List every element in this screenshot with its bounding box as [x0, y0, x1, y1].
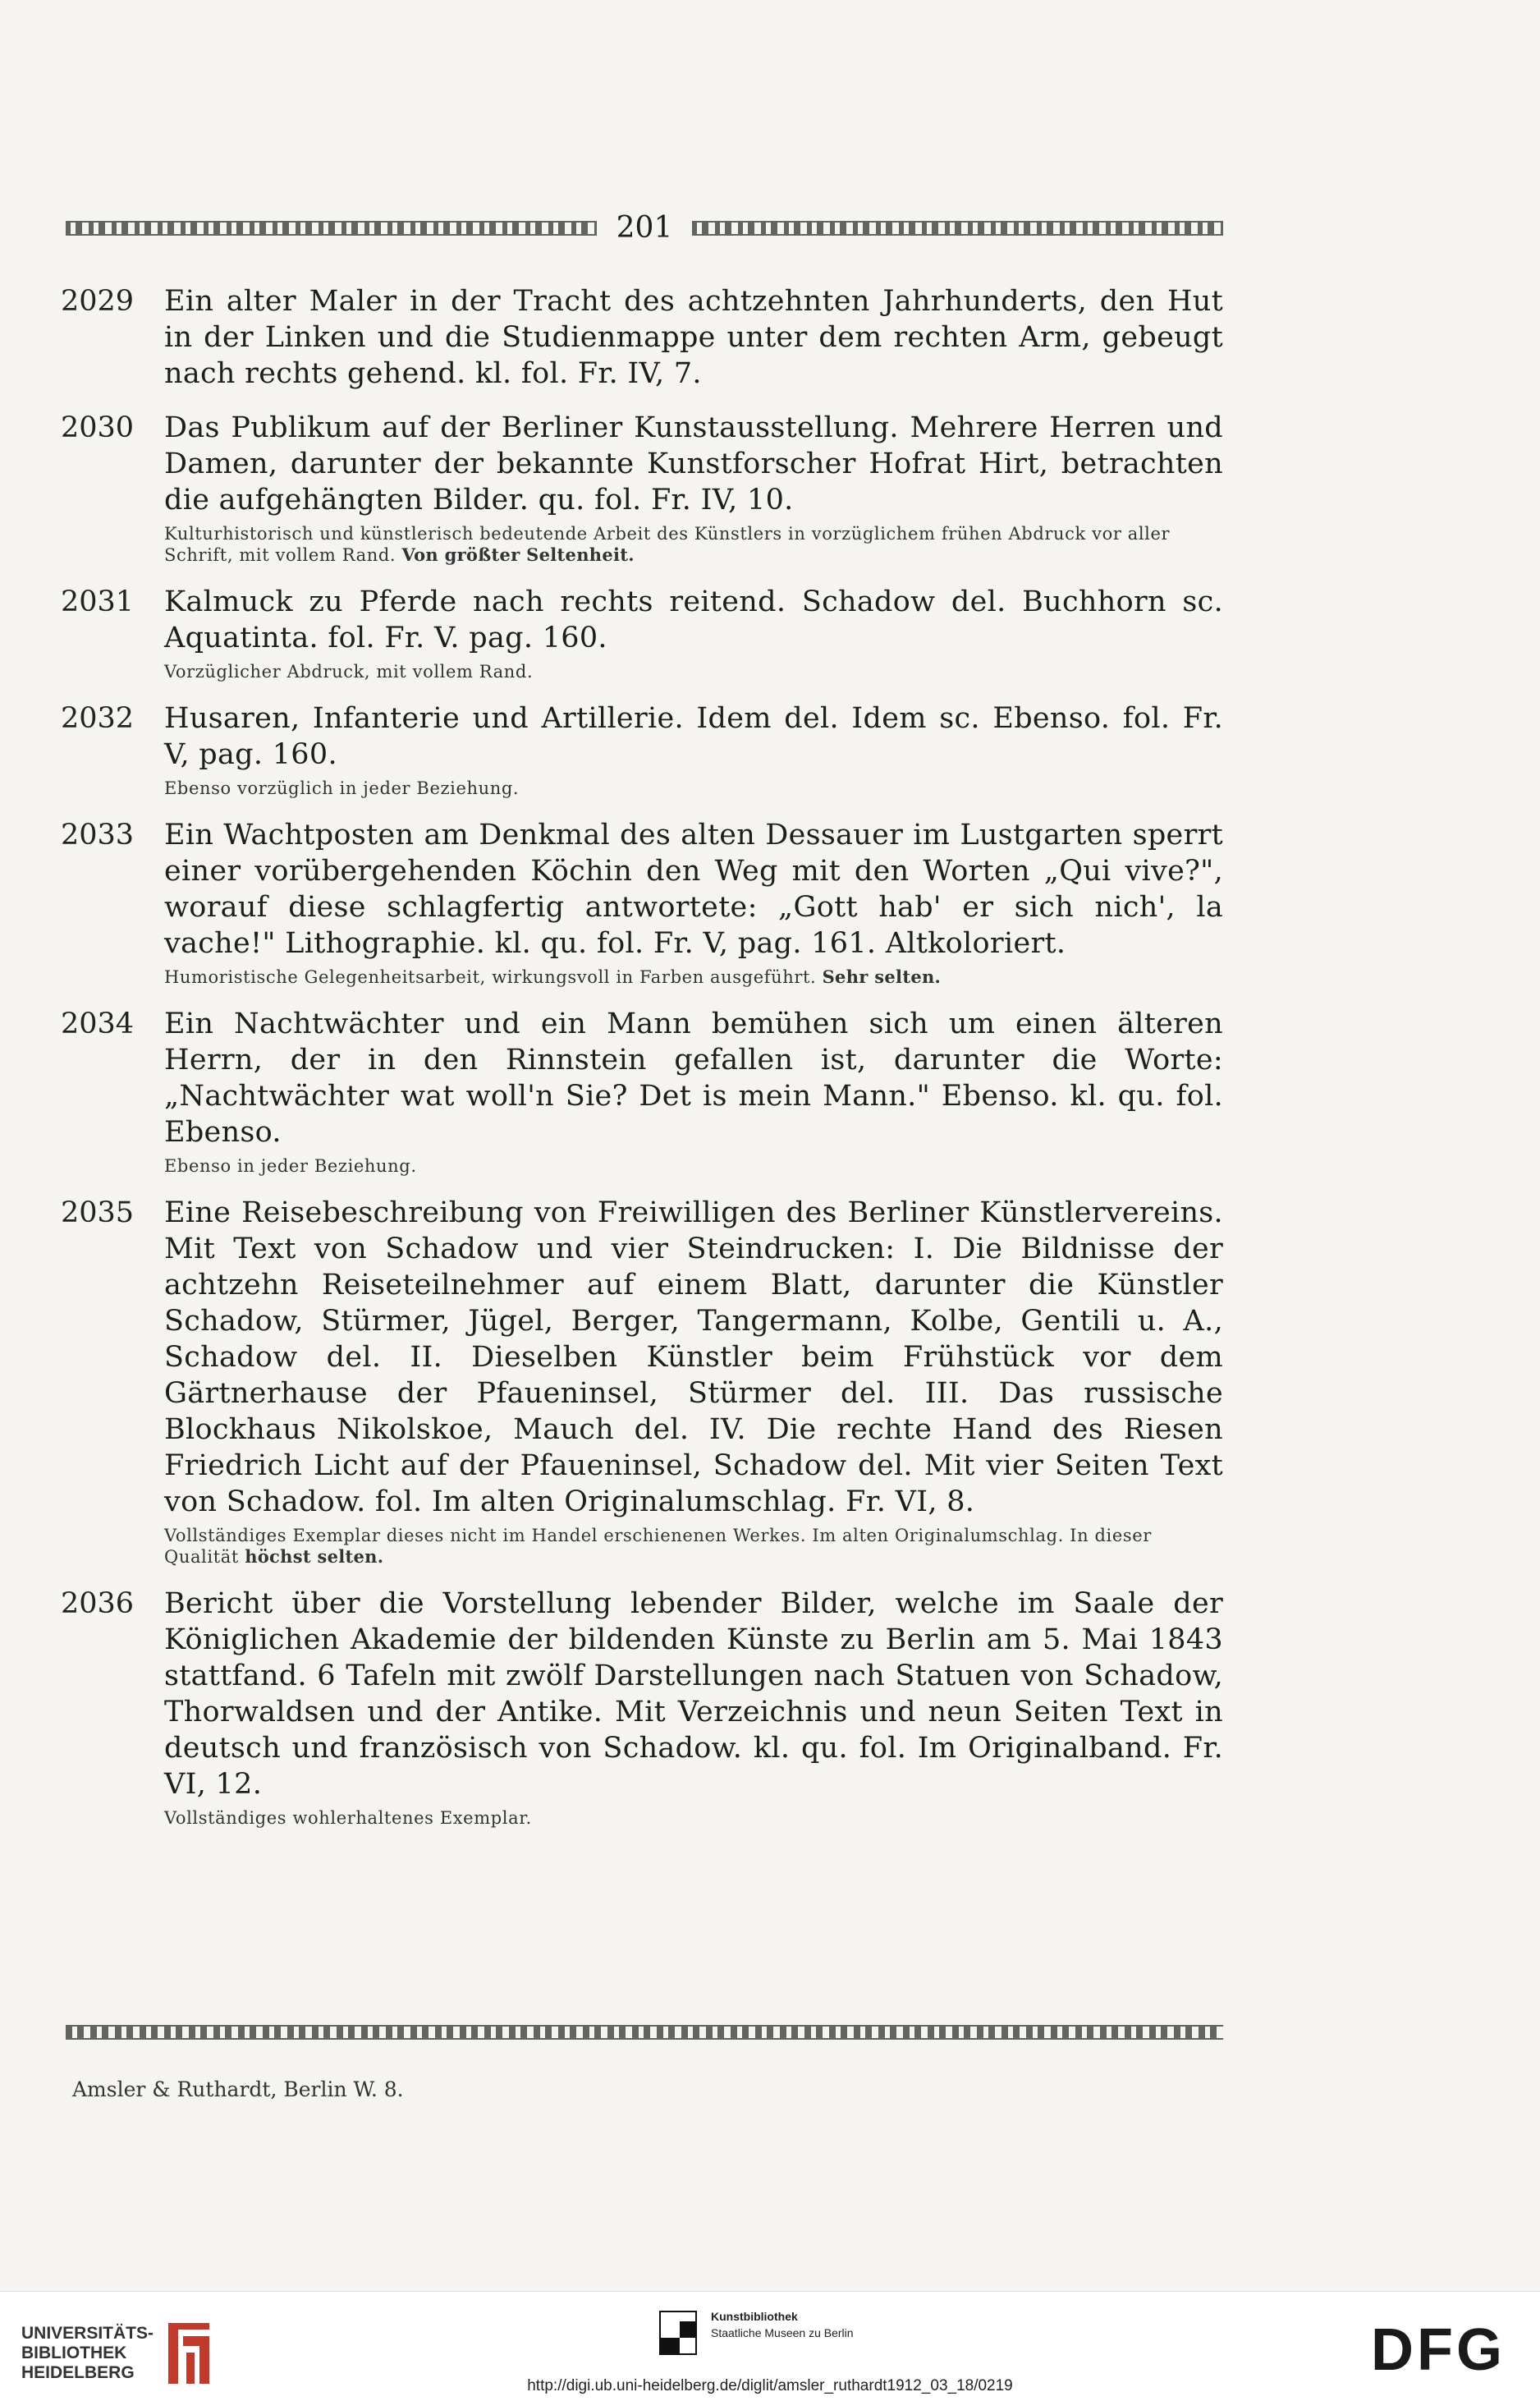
page-header — [66, 212, 1223, 245]
ub-logo-line: UNIVERSITÄTS- — [21, 2324, 154, 2343]
catalog-entry — [57, 1195, 1223, 1568]
kunstbibliothek-subtitle: Staatliche Museen zu Berlin — [711, 2326, 854, 2339]
entry-note-text: Ebenso in jeder Beziehung. — [164, 1156, 417, 1176]
entry-note-text: Kulturhistorisch und künstlerisch bedeutende Arbeit des Künstlers in vorzüglichem frühen Abdruck vor aller Schrift, mit vollem Rand. — [164, 524, 1171, 565]
entry-number: 2032 — [61, 702, 135, 735]
entry-text: Das Publikum auf der Berliner Kunstausstellung. Mehrere Herren und Damen, darunter der bekannte Kunstforscher Hofrat Hirt, betrachten die aufgehängten Bilder. qu. fol. Fr. IV, 10. — [164, 411, 1223, 516]
entry-note — [164, 1525, 1223, 1568]
page-number: 201 — [616, 211, 673, 245]
header-ornament-right — [692, 221, 1223, 236]
entry-number: 2034 — [61, 1008, 135, 1040]
entry-text: Eine Reisebeschreibung von Freiwilligen des Berliner Künstlervereins. Mit Text von Schadow und vier Steindrucken: I. Die Bildnisse der achtzehn Reiseteilnehmer auf einem Blatt, darunter die Künstler Schadow, Stürmer, Jügel, Berger, Tangermann, Kolbe, Gentili u. A., Schadow del. II. Dieselben Künstler beim Frühstück vor dem Gärtnerhause der Pfaueninsel, Stürmer del. III. Das russische Blockhaus Nikolskoe, Mauch del. IV. Die rechte Hand des Riesen Friedrich Licht auf der Pfaueninsel, Schadow del. Mit vier Seiten Text von Schadow. fol. Im alten Originalumschlag. Fr. VI, 8. — [164, 1196, 1223, 1518]
entry-text: Ein alter Maler in der Tracht des achtzehnten Jahrhunderts, den Hut in der Linken und die Studienmappe unter dem rechten Arm, gebeugt nach rechts gehend. kl. fol. Fr. IV, 7. — [164, 285, 1223, 390]
catalog-entry — [57, 1006, 1223, 1177]
entry-note-emphasis: höchst selten. — [245, 1546, 384, 1567]
entry-number: 2036 — [61, 1587, 135, 1620]
entry-note-emphasis: Sehr selten. — [822, 966, 942, 987]
entry-note-text: Vollständiges Exemplar dieses nicht im Handel erschienenen Werkes. Im alten Originalumschlag. In dieser Qualität — [164, 1526, 1152, 1567]
entry-note — [164, 661, 1223, 682]
entry-note-text: Vollständiges wohlerhaltenes Exemplar. — [164, 1808, 532, 1828]
entry-note — [164, 1807, 1223, 1829]
publisher-imprint: Amsler & Ruthardt, Berlin W. 8. — [72, 2077, 404, 2101]
entry-number: 2030 — [61, 411, 135, 444]
catalog-entry — [57, 1586, 1223, 1829]
dfg-logo[interactable]: DFG — [1371, 2317, 1506, 2383]
catalog-entries — [57, 283, 1223, 1847]
entry-text: Kalmuck zu Pferde nach rechts reitend. Schadow del. Buchhorn sc. Aquatinta. fol. Fr. V. pag. 160. — [164, 585, 1223, 654]
footer-ornament — [66, 2025, 1223, 2040]
catalog-entry — [57, 817, 1223, 988]
ub-logo-line: BIBLIOTHEK — [21, 2344, 127, 2362]
entry-number: 2033 — [61, 819, 135, 852]
catalog-entry — [57, 283, 1223, 392]
entry-text: Bericht über die Vorstellung lebender Bilder, welche im Saale der Königlichen Akademie der bildenden Künste zu Berlin am 5. Mai 1843 stattfand. 6 Tafeln mit zwölf Darstellungen nach Statuen von Schadow, Thorwaldsen und der Antike. Mit Verzeichnis und neun Seiten Text in deutsch und französisch von Schadow. kl. qu. fol. Im Originalband. Fr. VI, 12. — [164, 1587, 1223, 1801]
catalog-entry — [57, 584, 1223, 682]
kunstbibliothek-logo[interactable] — [657, 2308, 854, 2357]
entry-number: 2031 — [61, 585, 135, 618]
entry-note-emphasis: Von größter Seltenheit. — [401, 544, 635, 565]
entry-note-text: Vorzüglicher Abdruck, mit vollem Rand. — [164, 662, 534, 682]
entry-note — [164, 523, 1223, 566]
entry-note-text: Ebenso vorzüglich in jeder Beziehung. — [164, 778, 520, 798]
permalink-url[interactable]: http://digi.ub.uni-heidelberg.de/diglit/amsler_ruthardt1912_03_18/0219 — [527, 2377, 1013, 2394]
ub-logo-line: HEIDELBERG — [21, 2363, 135, 2382]
entry-number: 2035 — [61, 1196, 135, 1229]
ub-logo-text — [21, 2324, 154, 2383]
header-ornament-left — [66, 221, 597, 236]
entry-number: 2029 — [61, 285, 135, 318]
catalog-entry — [57, 410, 1223, 566]
entry-note — [164, 1155, 1223, 1177]
kunstbibliothek-title: Kunstbibliothek — [711, 2310, 798, 2323]
entry-note — [164, 778, 1223, 799]
entry-text: Ein Wachtposten am Denkmal des alten Dessauer im Lustgarten sperrt einer vorübergehenden Köchin den Weg mit den Worten „Qui vive?", worauf diese schlagfertig antwortete: „Gott hab' er sich nich', la vache!" Lithographie. kl. qu. fol. Fr. V, pag. 161. Altkoloriert. — [164, 819, 1223, 960]
entry-text: Husaren, Infanterie und Artillerie. Idem del. Idem sc. Ebenso. fol. Fr. V, pag. 160. — [164, 702, 1223, 771]
kunstbibliothek-text — [711, 2308, 854, 2341]
entry-text: Ein Nachtwächter und ein Mann bemühen sich um einen älteren Herrn, der in den Rinnstein gefallen ist, darunter die Worte: „Nachtwächter wat woll'n Sie? Det is mein Mann." Ebenso. kl. qu. fol. Ebenso. — [164, 1008, 1223, 1149]
catalog-entry — [57, 700, 1223, 799]
entry-note — [164, 966, 1223, 988]
entry-note-text: Humoristische Gelegenheitsarbeit, wirkungsvoll in Farben ausgeführt. — [164, 967, 817, 987]
kunstbibliothek-emblem-icon — [657, 2308, 699, 2357]
